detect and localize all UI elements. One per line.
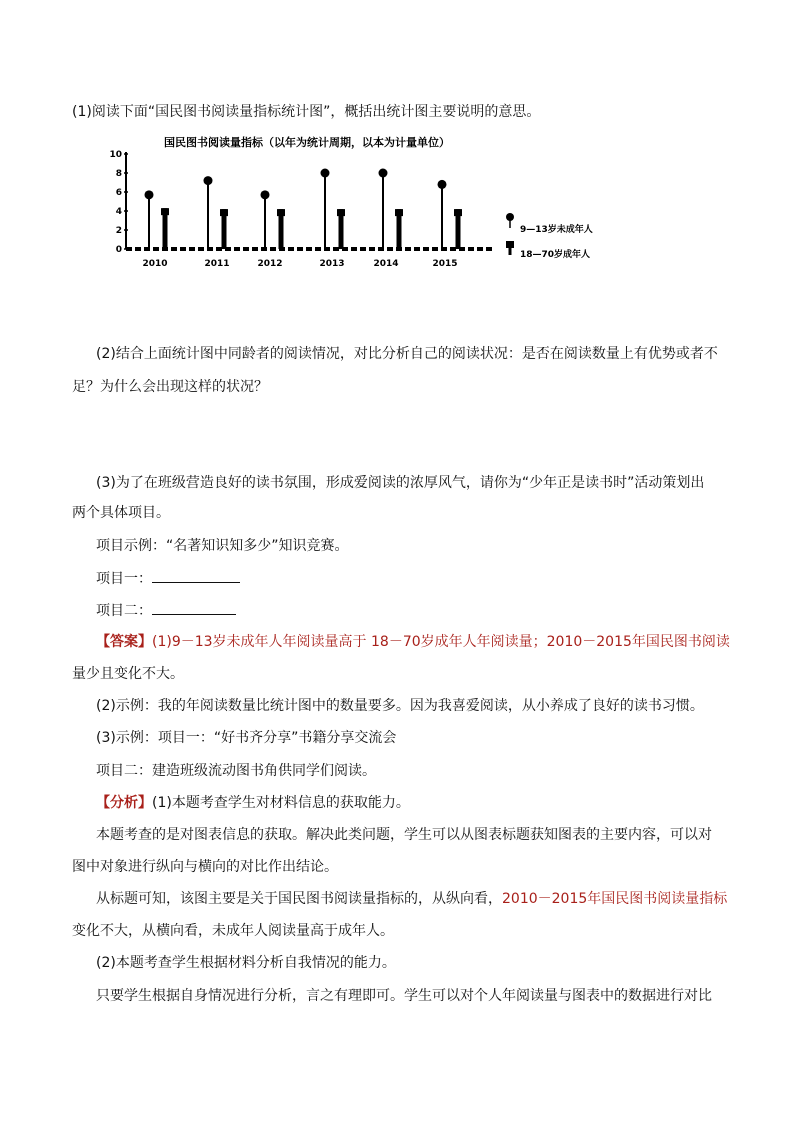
answer-3-item-2: 项目二：建造班级流动图书角供同学们阅读。 — [96, 763, 376, 779]
y-tick-label: 8 — [115, 169, 122, 179]
adult-reader-cap — [454, 209, 462, 216]
x-axis-labels — [142, 259, 457, 269]
chart-marks — [145, 169, 463, 250]
analysis-3-text-b: 2010－2015年国民图书阅读量指标 — [502, 891, 728, 907]
y-tick-label: 4 — [115, 207, 122, 217]
question-3-line-2: 两个具体项目。 — [72, 505, 170, 521]
analysis-3-line-1 — [96, 889, 756, 909]
adult-reader-cap — [220, 209, 228, 216]
answer-2: (2)示例：我的年阅读数量比统计图中的数量要多。因为我喜爱阅读，从小养成了良好的读书习惯。 — [96, 698, 704, 714]
chart-title: 国民图书阅读量指标（以年为统计周期，以本为计量单位） — [164, 136, 450, 149]
analysis-3-text-a: 从标题可知，该图主要是关于国民图书阅读量指标的，从纵向看， — [96, 891, 502, 907]
analysis-tag: 【分析】 — [96, 795, 152, 811]
x-tick-label: 2014 — [373, 259, 399, 269]
analysis-4: (2)本题考查学生根据材料分析自我情况的能力。 — [96, 955, 396, 971]
y-tick-label: 6 — [115, 188, 122, 198]
question-3-line-1: (3)为了在班级营造良好的读书氛围，形成爱阅读的浓厚风气，请你为“少年正是读书时”活动策划出 — [96, 475, 705, 491]
adult-reader-cap — [277, 209, 285, 216]
chart-legend — [506, 213, 593, 260]
y-tick-label: 2 — [115, 226, 122, 236]
minor-reader-point — [261, 190, 270, 199]
x-tick-label: 2012 — [257, 259, 283, 269]
answer-3: (3)示例：项目一：“好书齐分享”书籍分享交流会 — [96, 730, 397, 746]
x-tick-label: 2013 — [319, 259, 345, 269]
minor-reader-point — [204, 176, 213, 185]
analysis-3-line-2: 变化不大，从横向看，未成年人阅读量高于成年人。 — [72, 923, 394, 939]
legend-adult-bar — [509, 241, 512, 255]
question-2-line-2: 足？为什么会出现这样的状况？ — [72, 379, 268, 395]
adult-reader-cap — [337, 209, 345, 216]
legend-adult-label: 18—70岁成年人 — [520, 250, 591, 260]
project-1-blank[interactable] — [152, 568, 240, 583]
reading-volume-chart — [100, 131, 600, 273]
adult-reader-cap — [161, 208, 169, 215]
answer-1-text: (1)9－13岁未成年人年阅读量高于 18－70岁成年人年阅读量；2010－2015年国民图书阅读 — [152, 634, 730, 650]
minor-reader-point — [145, 190, 154, 199]
y-tick-label: 0 — [115, 245, 122, 255]
answer-1-line-1 — [96, 632, 756, 652]
analysis-2-line-1: 本题考查的是对图表信息的获取。解决此类问题，学生可以从图表标题获知图表的主要内容，可以对 — [96, 827, 712, 843]
project-2-label: 项目二： — [96, 603, 152, 619]
x-tick-label: 2010 — [142, 259, 168, 269]
analysis-1-text: (1)本题考查学生对材料信息的获取能力。 — [152, 795, 410, 811]
analysis-5: 只要学生根据自身情况进行分析，言之有理即可。学生可以对个人年阅读量与图表中的数据进行对比 — [96, 988, 712, 1004]
answer-tag: 【答案】 — [96, 634, 152, 650]
minor-reader-point — [379, 169, 388, 178]
x-tick-label: 2015 — [432, 259, 458, 269]
minor-reader-point — [321, 169, 330, 178]
project-1-row — [96, 568, 756, 589]
analysis-1 — [96, 793, 756, 813]
question-2-line-1: (2)结合上面统计图中同龄者的阅读情况，对比分析自己的阅读状况：是否在阅读数量上有优势或者不 — [96, 346, 718, 362]
project-2-row — [96, 600, 756, 621]
adult-reader-cap — [395, 209, 403, 216]
project-example: 项目示例：“名著知识知多少”知识竞赛。 — [96, 538, 349, 554]
project-2-blank[interactable] — [152, 600, 236, 615]
project-1-label: 项目一： — [96, 571, 152, 587]
answer-1-line-2: 量少且变化不大。 — [72, 666, 184, 682]
legend-minor-label: 9—13岁未成年人 — [520, 225, 593, 235]
question-1: (1)阅读下面“国民图书阅读量指标统计图”，概括出统计图主要说明的意思。 — [72, 104, 541, 120]
legend-minor-marker — [506, 213, 514, 221]
analysis-2-line-2: 图中对象进行纵向与横向的对比作出结论。 — [72, 859, 338, 875]
minor-reader-point — [438, 180, 447, 189]
x-tick-label: 2011 — [204, 259, 230, 269]
y-axis — [109, 150, 128, 255]
y-tick-label: 10 — [109, 150, 122, 160]
